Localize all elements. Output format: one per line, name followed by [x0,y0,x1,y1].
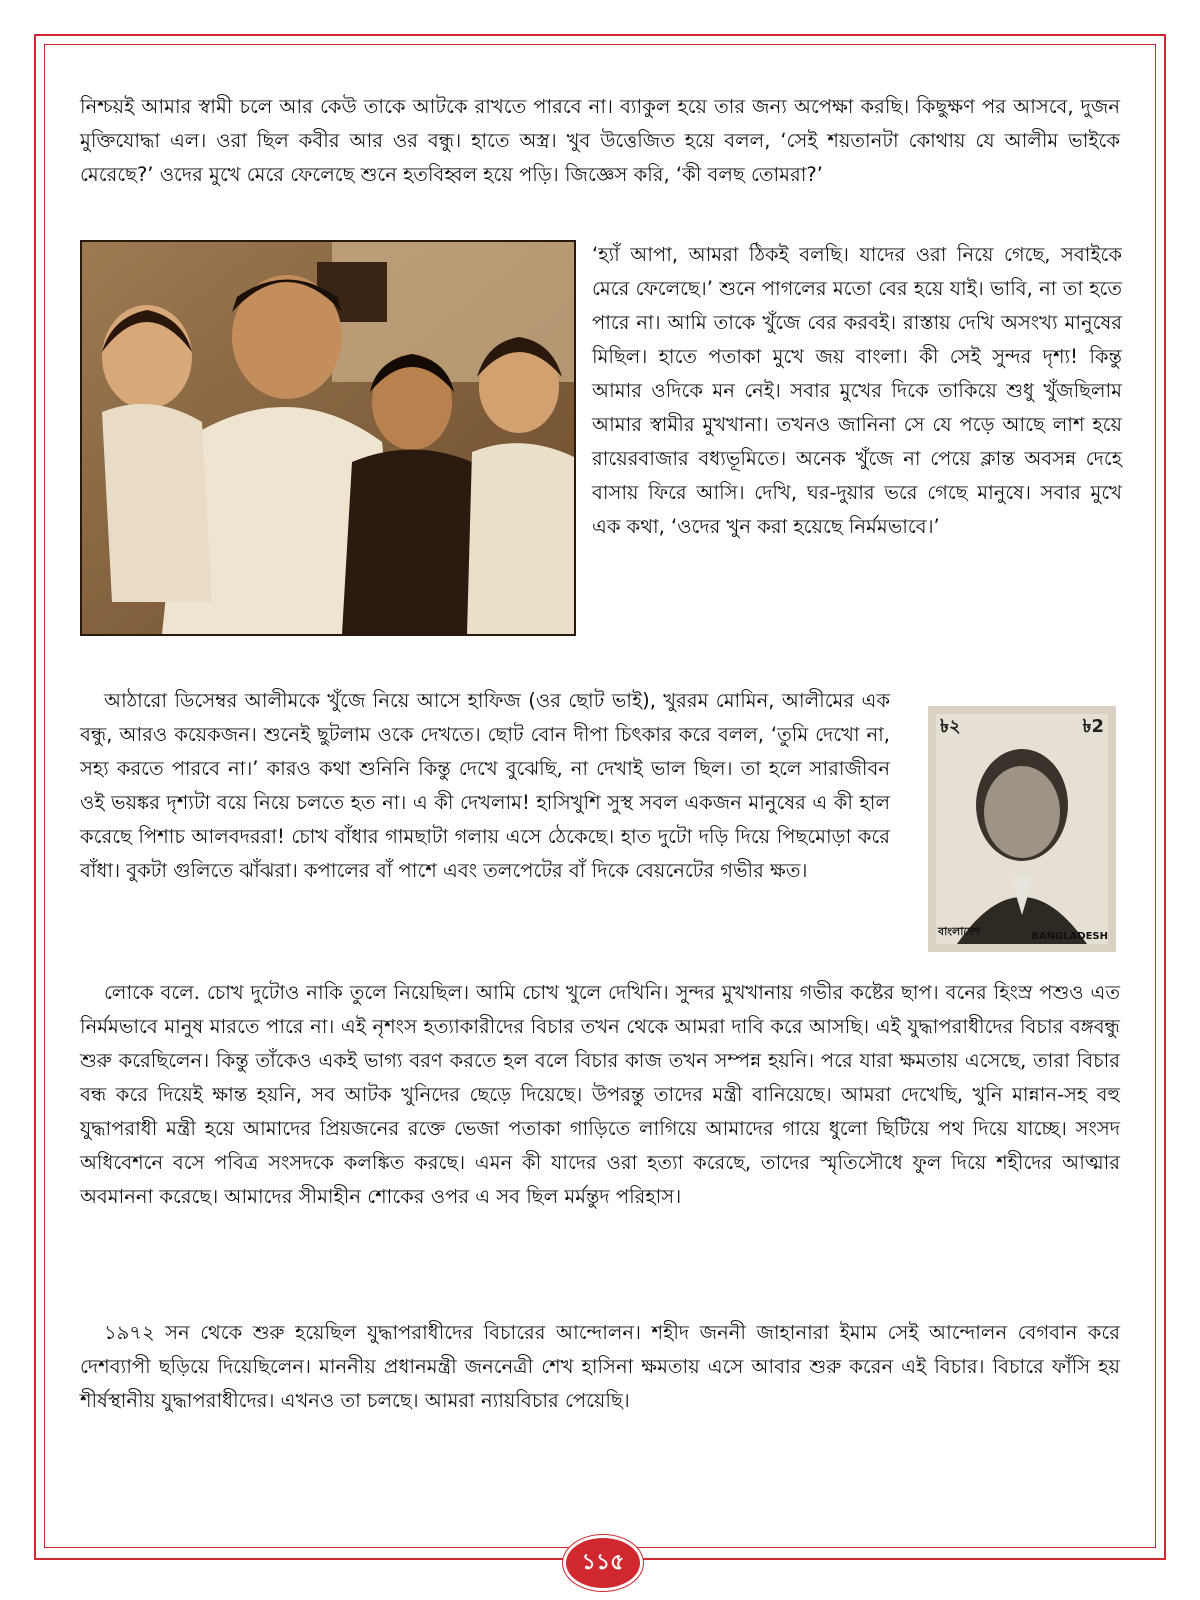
stamp-country-en: BANGLADESH [1031,931,1108,942]
family-photo [80,240,576,636]
stamp-value-right: ৳2 [1082,716,1104,737]
paragraph-1: নিশ্চয়ই আমার স্বামী চলে আর কেউ তাকে আটকে রাখতে পারবে না। ব্যাকুল হয়ে তার জন্য অপেক্ষা করছি। কিছুক্ষণ পর আসবে, দুজন মুক্তিযোদ্ধা এল। ওরা ছিল কবীর আর ওর বন্ধু। হাতে অস্ত্র। খুব উত্তেজিত হয়ে বলল, ‘সেই শয়তানটা কোথায় যে আলীম ভাইকে মেরেছে?’ ওদের মুখে মেরে ফেলেছে শুনে হতবিহ্বল হয়ে পড়ি। জিজ্ঞেস করি, ‘কী বলছ তোমরা?’ [80,95,1120,186]
paragraph-4: লোকে বলে. চোখ দুটোও নাকি তুলে নিয়েছিল। আমি চোখ খুলে দেখিনি। সুন্দর মুখখানায় গভীর কষ্টের ছাপ। বনের হিংস্র পশুও এত নির্মমভাবে মানুষ মারতে পারে না। এই নৃশংস হত্যাকারীদের বিচার তখন থেকে আমরা দাবি করে আসছি। এই যুদ্ধাপরাধীদের বিচার বঙ্গবন্ধু শুরু করেছিলেন। কিন্তু তাঁকেও একই ভাগ্য বরণ করতে হল বলে বিচার কাজ তখন সম্পন্ন হয়নি। পরে যারা ক্ষমতায় এসেছে, তারা বিচার বন্ধ করে দিয়েই ক্ষান্ত হয়নি, সব আটক খুনিদের ছেড়ে দিয়েছে। উপরন্তু তাদের মন্ত্রী বানিয়েছে। আমরা দেখেছি, খুনি মান্নান-সহ বহু যুদ্ধাপরাধী মন্ত্রী হয়ে আমাদের প্রিয়জনের রক্তে ভেজা পতাকা গাড়িতে লাগিয়ে আমাদের গায়ে ধুলো ছিটিয়ে পথ দিয়ে যাচ্ছে। সংসদ অধিবেশনে বসে পবিত্র সংসদকে কলঙ্কিত করছে। এমন কী যাদের ওরা হত্যা করেছে, তাদের স্মৃতিসৌধে ফুল দিয়ে শহীদের আত্মার অবমাননা করেছে। আমাদের সীমাহীন শোকের ওপর এ সব ছিল মর্মন্তুদ পরিহাস। [80,981,1120,1208]
stamp-value-left: ৳২ [940,716,961,737]
paragraph-2: ‘হ্যাঁ আপা, আমরা ঠিকই বলছি। যাদের ওরা নিয়ে গেছে, সবাইকে মেরে ফেলেছে।’ শুনে পাগলের মতো বের হয়ে যাই। ভাবি, না তা হতে পারে না। আমি তাকে খুঁজে বের করবই। রাস্তায় দেখি অসংখ্য মানুষের মিছিল। হাতে পতাকা মুখে জয় বাংলা। কী সেই সুন্দর দৃশ্য! কিন্তু আমার ওদিকে মন নেই। সবার মুখের দিকে তাকিয়ে শুধু খুঁজছিলাম আমার স্বামীর মুখখানা। তখনও জানিনা সে যে পড়ে আছে লাশ হয়ে রায়েরবাজার বধ্যভূমিতে। অনেক খুঁজে না পেয়ে ক্লান্ত অবসন্ন দেহে বাসায় ফিরে আসি। দেখি, ঘর-দুয়ার ভরে গেছে মানুষে। সবার মুখে এক কথা, ‘ওদের খুন করা হয়েছে নির্মমভাবে।’ [592,243,1122,538]
stamp-country-bn: বাংলাদেশ [938,925,981,938]
paragraph-3: আঠারো ডিসেম্বর আলীমকে খুঁজে নিয়ে আসে হাফিজ (ওর ছোট ভাই), খুররম মোমিন, আলীমের এক বন্ধু, আরও কয়েকজন। শুনেই ছুটলাম ওকে দেখতে। ছোট বোন দীপা চিৎকার করে বলল, ‘তুমি দেখো না, সহ্য করতে পারবে না।’ কারও কথা শুনিনি কিন্তু দেখে বুঝেছি, না দেখাই ভাল ছিল। তা হলে সারাজীবন ওই ভয়ঙ্কর দৃশ্যটা বয়ে নিয়ে চলতে হত না। এ কী দেখলাম! হাসিখুশি সুস্থ সবল একজন মানুষের এ কী হাল করেছে পিশাচ আলবদররা! চোখ বাঁধার গামছাটা গলায় এসে ঠেকেছে। হাত দুটো দড়ি দিয়ে পিছমোড়া করে বাঁধা। বুকটা গুলিতে ঝাঁঝরা। কপালের বাঁ পাশে এবং তলপেটের বাঁ দিকে বেয়নেটের গভীর ক্ষত। [80,689,890,882]
page-number: ১১৫ [563,1535,643,1591]
paragraph-5: ১৯৭২ সন থেকে শুরু হয়েছিল যুদ্ধাপরাধীদের বিচারের আন্দোলন। শহীদ জননী জাহানারা ইমাম সেই আন্দোলন বেগবান করে দেশব্যাপী ছড়িয়ে দিয়েছিলেন। মাননীয় প্রধানমন্ত্রী জননেত্রী শেখ হাসিনা ক্ষমতায় এসে আবার শুরু করেন এই বিচার। বিচারে ফাঁসি হয় শীর্ষস্থানীয় যুদ্ধাপরাধীদের। এখনও তা চলছে। আমরা ন্যায়বিচার পেয়েছি। [80,1321,1120,1412]
postage-stamp [922,700,1122,958]
